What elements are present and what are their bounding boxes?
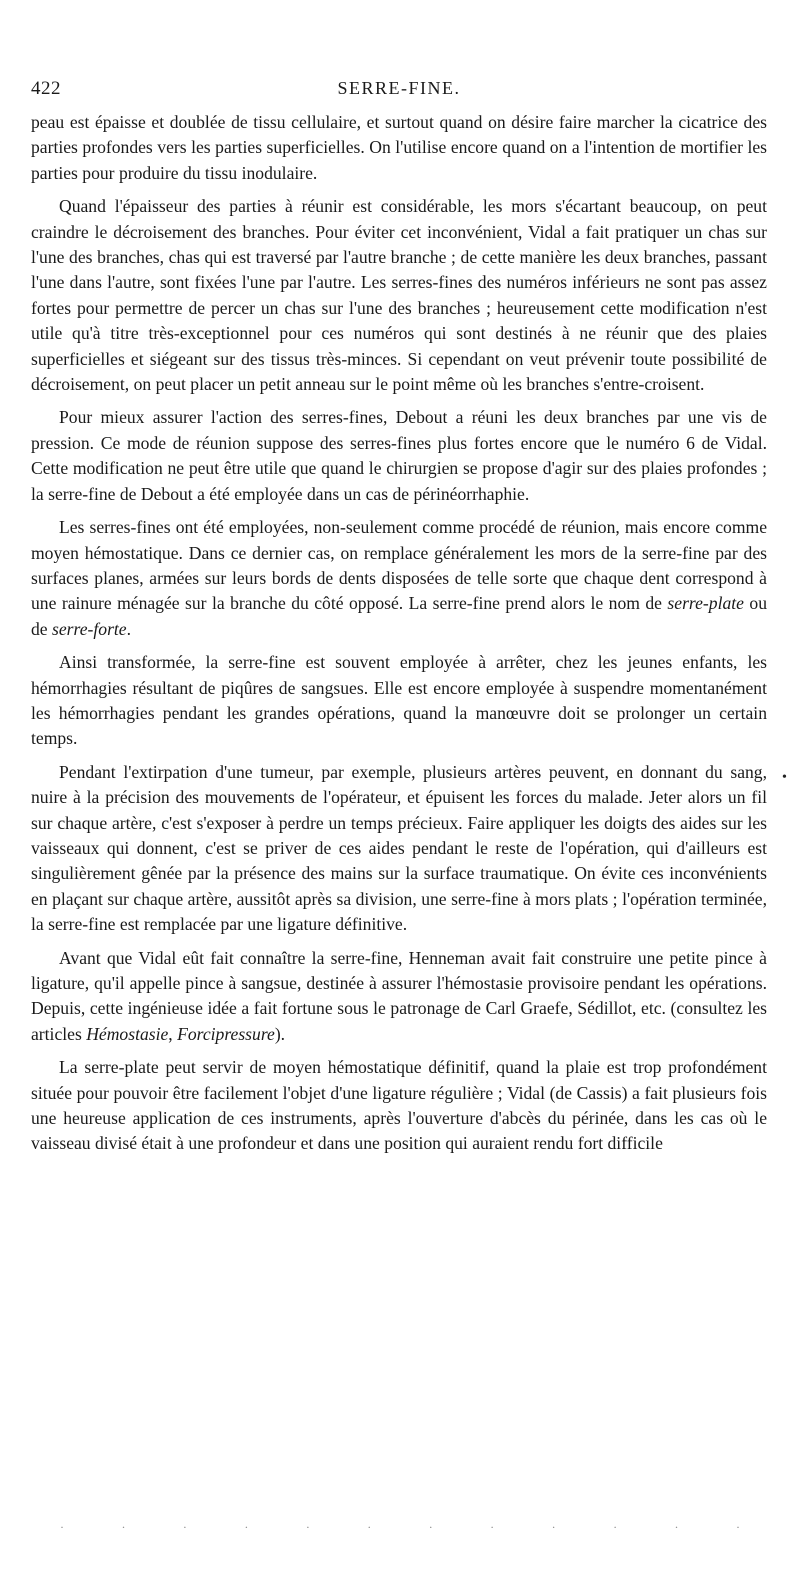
scan-dot: ·: [305, 1520, 310, 1534]
body-text: [31, 110, 767, 1165]
paragraph-7-text-start: Avant que Vidal eût fait connaître la serre-fine, Henneman avait fait construire une petite pince à ligature, qu'il appelle pince à sangsue, destinée à assurer l'hémostasie provisoire pendant les opérations. Depuis, cette ingénieuse idée a fait fortune sous le patronage de Carl Graefe, Sédillot, etc. (consultez les articles: [31, 947, 767, 1044]
scan-dot: ·: [367, 1520, 372, 1534]
term-serre-plate: serre-plate: [667, 593, 744, 614]
paragraph-7-text-mid: ,: [168, 1023, 178, 1044]
paragraph-7-text-end: ).: [274, 1023, 286, 1044]
footer-scan-marks: [60, 1520, 740, 1535]
paragraph-7: [31, 946, 767, 1048]
running-title: SERRE-FINE.: [337, 78, 461, 98]
scan-dot: ·: [735, 1520, 740, 1534]
running-head: [31, 78, 767, 104]
scan-dot: ·: [613, 1520, 618, 1534]
term-serre-forte: serre-forte: [52, 618, 127, 639]
paragraph-2: Quand l'épaisseur des parties à réunir est considérable, les mors s'écartant beaucoup, on peut craindre le décroisement des branches. Pour éviter cet inconvénient, Vidal a fait pratiquer un chas sur l'une des branches, chas qui est traversé par l'autre branche ; de cette manière les deux branches, passant l'une dans l'autre, sont fixées l'une par l'autre. Les serres-fines des numéros inférieurs ne sont pas assez fortes pour permettre de percer un chas sur l'une des branches ; heureusement cette modification n'est utile qu'à titre très-exceptionnel pour ces numéros qui sont destinés à ne réunir que des plaies superficielles et siégeant sur des tissus très-minces. Si cependant on veut prévenir toute possibilité de décroisement, on peut placer un petit anneau sur le point même où les branches s'entre-croisent.: [31, 196, 767, 395]
scan-dot: ·: [428, 1520, 433, 1534]
paragraph-5: Ainsi transformée, la serre-fine est souvent employée à arrêter, chez les jeunes enfants, les hémorrhagies résultant de piqûres de sangsues. Elle est encore employée à suspendre momentanément les hémorrhagies pendant les grandes opérations, quand la manœuvre doit se prolonger un certain temps.: [31, 652, 767, 749]
scan-dot: ·: [674, 1520, 679, 1534]
scan-dot: ·: [182, 1520, 187, 1534]
paragraph-3: Pour mieux assurer l'action des serres-fines, Debout a réuni les deux branches par une vis de pression. Ce mode de réunion suppose des serres-fines plus fortes encore que le numéro 6 de Vidal. Cette modification ne peut être utile que quand le chirurgien se propose d'agir sur des plaies profondes ; la serre-fine de Debout a été employée dans un cas de périnéorrhaphie.: [31, 407, 767, 504]
scan-dot: ·: [244, 1520, 249, 1534]
paragraph-8: La serre-plate peut servir de moyen hémostatique définitif, quand la plaie est trop profondément située pour pouvoir être facilement l'objet d'une ligature régulière ; Vidal (de Cassis) a fait plusieurs fois une heureuse application de ces instruments, après l'ouverture d'abcès du périnée, dans les cas où le vaisseau divisé était à une profondeur et dans une position qui auraient rendu fort difficile: [31, 1057, 767, 1154]
paragraph-1: peau est épaisse et doublée de tissu cellulaire, et surtout quand on désire faire marcher la cicatrice des parties profondes vers les parties superficielles. On l'utilise encore quand on a l'intention de mortifier les parties pour produire du tissu inodulaire.: [31, 112, 767, 183]
paragraph-4-text-mid: ou de: [31, 593, 767, 639]
term-forcipressure: Forcipressure: [177, 1023, 275, 1044]
paragraph-4: [31, 515, 767, 642]
paragraph-6: Pendant l'extirpation d'une tumeur, par exemple, plusieurs artères peuvent, en donnant du sang, nuire à la précision des mouvements de l'opérateur, et épuisent les forces du malade. Jeter alors un fil sur chaque artère, c'est s'exposer à perdre un temps précieux. Faire appliquer les doigts des aides sur les vaisseaux qui donnent, c'est se priver de ces aides pendant le reste de l'opération, qui d'ailleurs est singulièrement gênée par la présence des mains sur la surface traumatique. On évite ces inconvénients en plaçant sur chaque artère, aussitôt après sa division, une serre-fine à mors plats ; l'opération terminée, la serre-fine est remplacée par une ligature définitive.: [31, 761, 767, 935]
paragraph-4-text-end: .: [126, 618, 132, 639]
page-number: 422: [31, 78, 61, 99]
scan-dot: ·: [121, 1520, 126, 1534]
scan-dot: ·: [490, 1520, 495, 1534]
paragraph-4-text-start: Les serres-fines ont été employées, non-seulement comme procédé de réunion, mais encore comme moyen hémostatique. Dans ce dernier cas, on remplace généralement les mors de la serre-fine par des surfaces planes, armées sur leurs bords de dents disposées de telle sorte que chaque dent correspond à une rainure ménagée sur la branche du côté opposé. La serre-fine prend alors le nom de: [31, 517, 767, 614]
scan-dot: ·: [551, 1520, 556, 1534]
scan-dot: ·: [60, 1520, 64, 1534]
margin-mark: •: [782, 770, 787, 785]
term-hemostasie: Hémostasie: [86, 1023, 169, 1044]
